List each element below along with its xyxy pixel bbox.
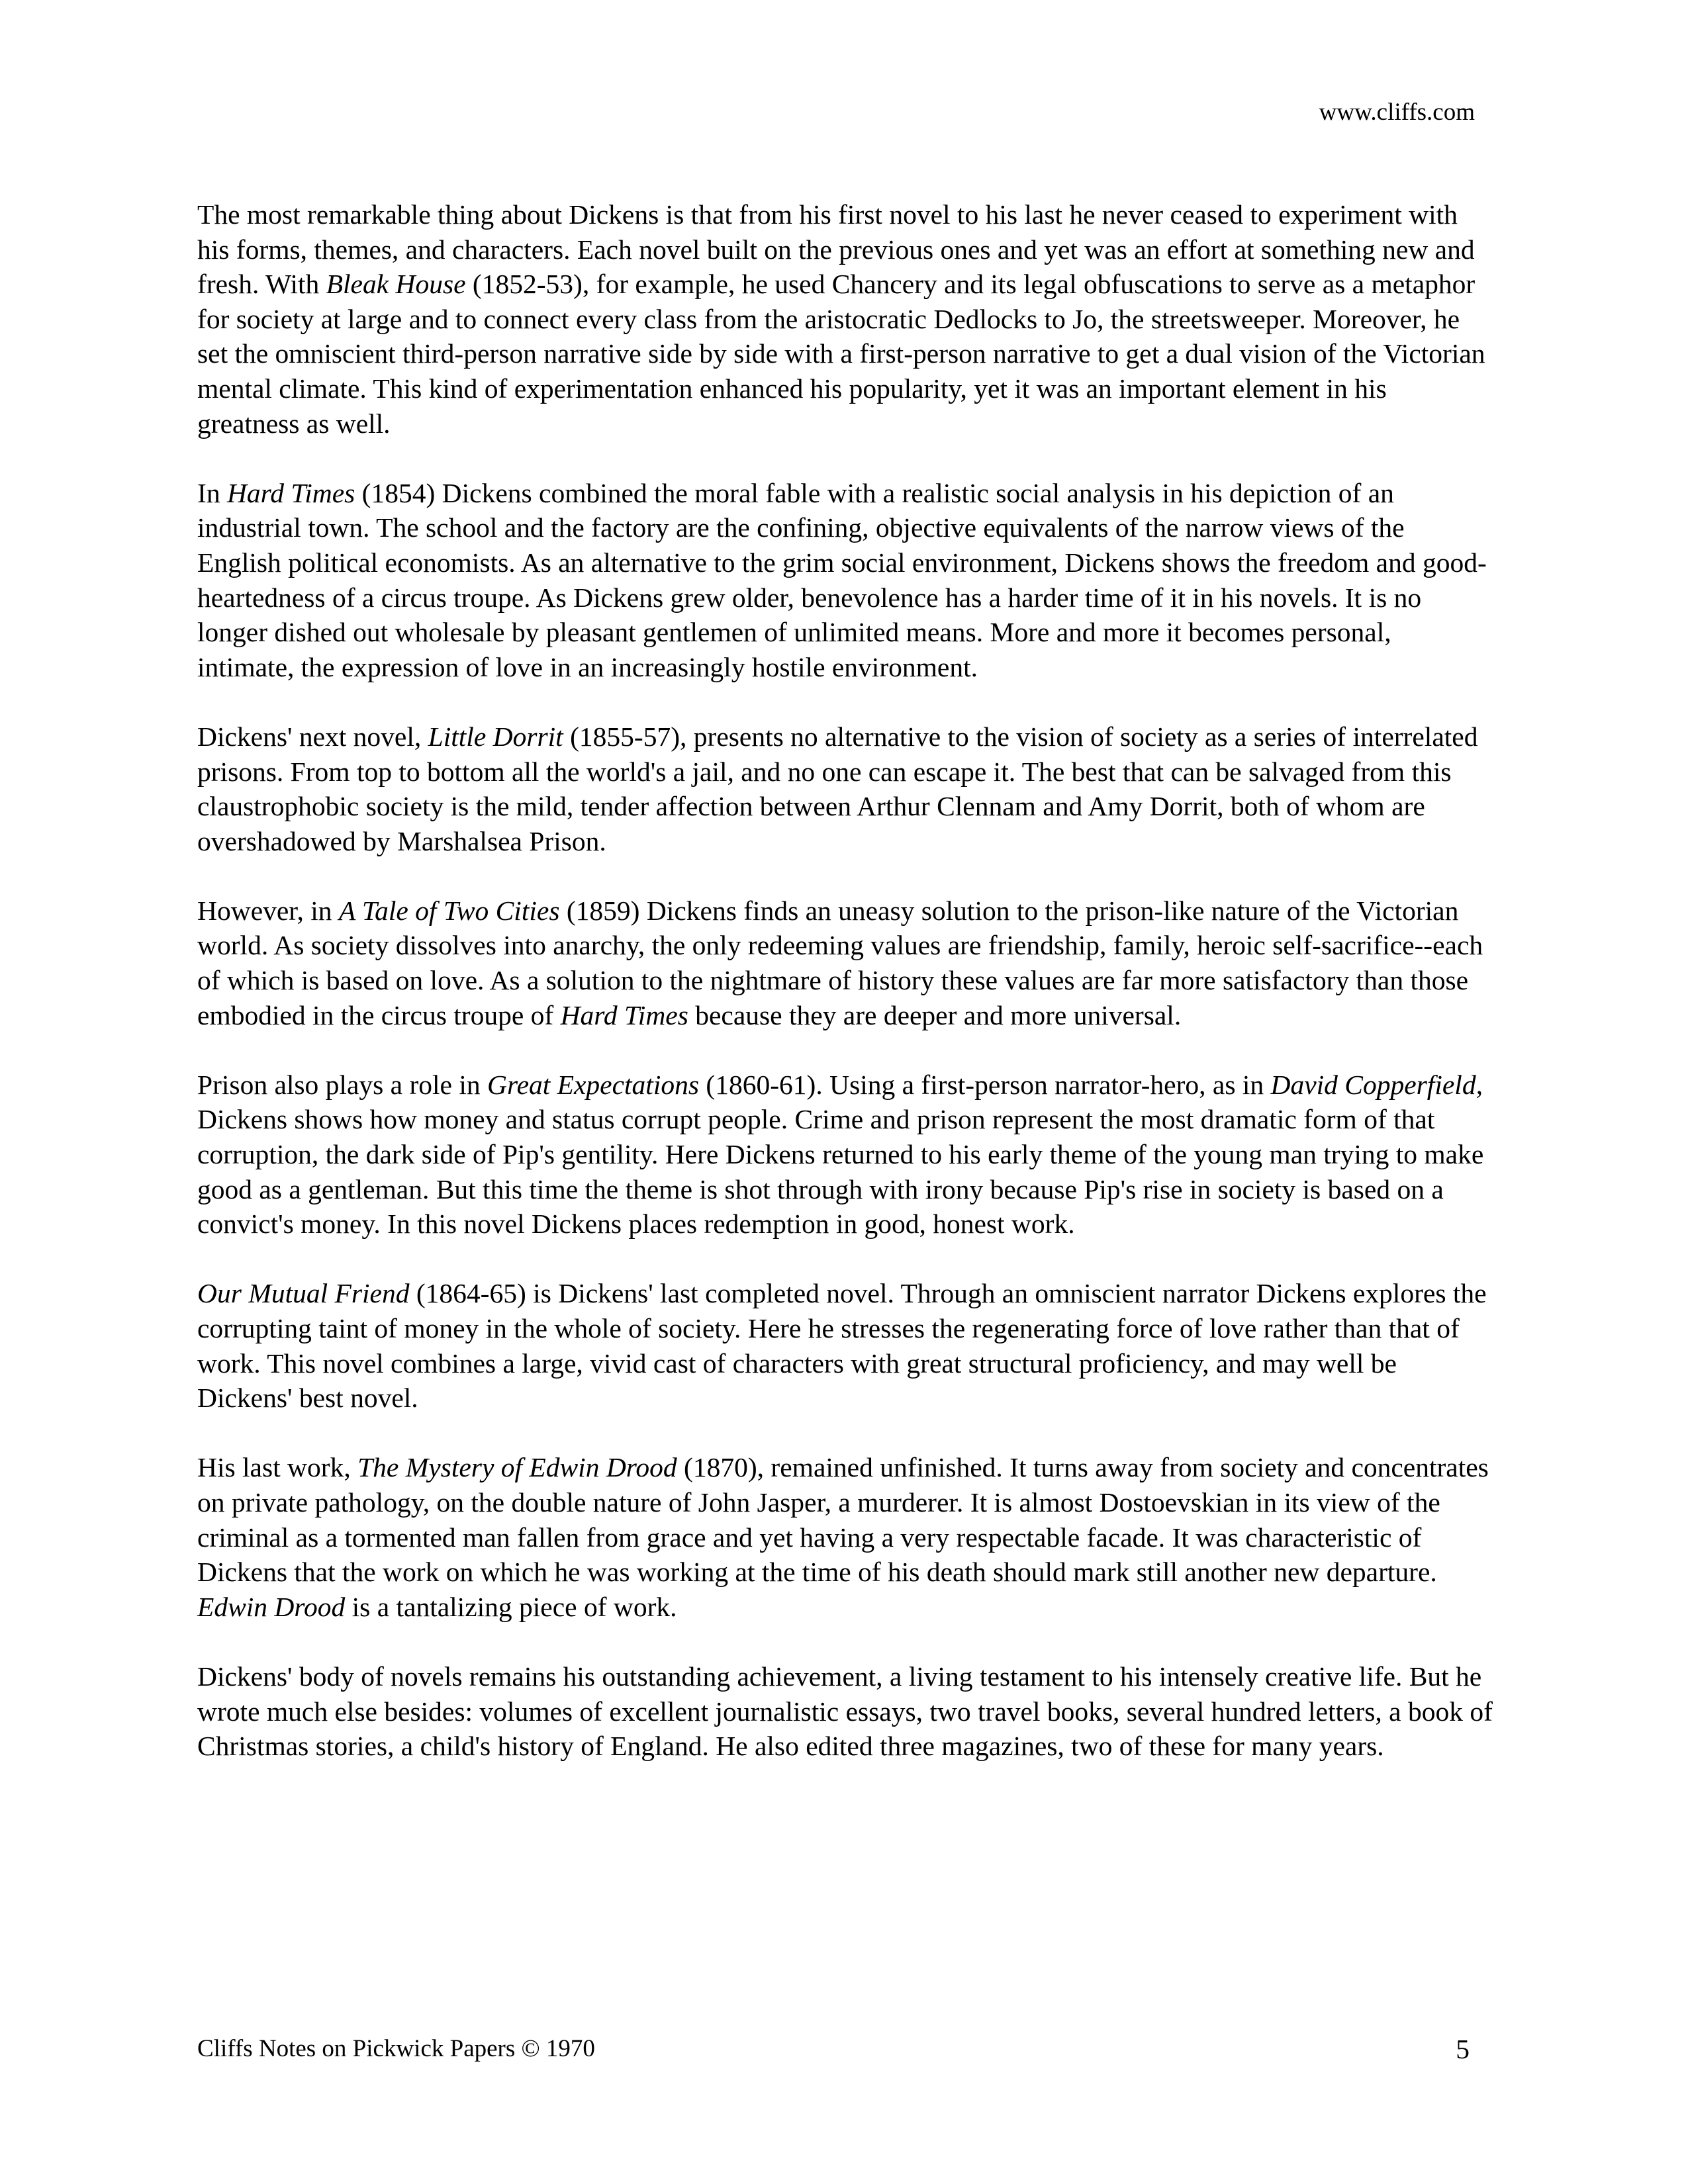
footer-title: Cliffs Notes on Pickwick Papers © 1970 (197, 2035, 595, 2062)
paragraph-text: The most remarkable thing about Dickens is that from his first novel to his last he never ceased to experiment with his forms, themes, and characters. Each novel built on the previous ones and yet was an effort at something new and fresh. With (197, 199, 1475, 300)
paragraph-little-dorrit (197, 719, 1495, 858)
book-title-tale-of-two-cities: A Tale of Two Cities (338, 895, 560, 926)
paragraph-text: (1852-53), for example, he used Chancery and its legal obfuscations to serve as a metaphor for society at large and to connect every class from the aristocratic Dedlocks to Jo, the streetsweeper. Moreover, he set the omniscient third-person narrative side by side with a first-person narrative to get a dual vision of the Victorian mental climate. This kind of experimentation enhanced his popularity, yet it was an important element in his greatness as well. (197, 269, 1485, 439)
header-url: www.cliffs.com (1319, 99, 1475, 126)
paragraph-tale-of-two-cities (197, 893, 1495, 1032)
paragraph-text: Dickens shows how money and status corrupt people. Crime and prison represent the most dramatic form of that corruption, the dark side of Pip's gentility. Here Dickens returned to his early theme of the young man trying to make good as a gentleman. But this time the theme is shot through with irony because Pip's rise in society is based on a convict's money. In this novel Dickens places redemption in good, honest work. (197, 1104, 1484, 1240)
paragraph-text: because they are deeper and more universal. (688, 999, 1182, 1030)
paragraph-text: Dickens' next novel, (197, 721, 428, 752)
paragraph-text: (1864-65) is Dickens' last completed novel. Through an omniscient narrator Dickens explores the corrupting taint of money in the whole of society. Here he stresses the regenerating force of love rather than that of work. This novel combines a large, vivid cast of characters with great structural proficiency, and may well be Dickens' best novel. (197, 1278, 1487, 1414)
book-title-edwin-drood: The Mystery of Edwin Drood (357, 1452, 677, 1483)
page-number: 5 (1456, 2034, 1470, 2064)
paragraph-our-mutual-friend (197, 1276, 1495, 1415)
paragraph-text: In (197, 477, 227, 508)
paragraph-text: His last work, (197, 1452, 358, 1483)
paragraph-text: (1860-61). Using a first-person narrator-hero, as in (699, 1069, 1271, 1100)
book-title-edwin-drood-short: Edwin Drood (197, 1591, 346, 1622)
paragraph-text: (1855-57), presents no alternative to the vision of society as a series of interrelated prisons. From top to bottom all the world's a jail, and no one can escape it. The best that can be salvaged from this claustrophobic society is the mild, tender affection between Arthur Clennam and Amy Dorrit, both of whom are overshadowed by Marshalsea Prison. (197, 721, 1478, 856)
paragraph-body-of-novels (197, 1659, 1495, 1764)
paragraph-hard-times (197, 476, 1495, 685)
book-title-great-expectations: Great Expectations (487, 1069, 700, 1100)
paragraph-edwin-drood (197, 1450, 1495, 1624)
book-title-david-copperfield: David Copperfield, (1270, 1069, 1483, 1100)
paragraph-text: (1859) Dickens finds an uneasy solution to the prison-like nature of the Victorian world. As society dissolves into anarchy, the only redeeming values are friendship, family, heroic self-sacrifice--each of which is based on love. As a solution to the nightmare of history these values are far more satisfactory than those embodied in the circus troupe of (197, 895, 1483, 1030)
paragraph-text: (1870), remained unfinished. It turns away from society and concentrates on private pathology, on the double nature of John Jasper, a murderer. It is almost Dostoevskian in its view of the criminal as a tormented man fallen from grace and yet having a very respectable facade. It was characteristic of Dickens that the work on which he was working at the time of his death should mark still another new departure. (197, 1452, 1489, 1588)
paragraph-great-expectations (197, 1068, 1495, 1242)
paragraph-text: However, in (197, 895, 339, 926)
paragraph-text: (1854) Dickens combined the moral fable with a realistic social analysis in his depiction of an industrial town. The school and the factory are the confining, objective equivalents of the narrow views of the English political economists. As an alternative to the grim social environment, Dickens shows the freedom and good-heartedness of a circus troupe. As Dickens grew older, benevolence has a harder time of it in his novels. It is no longer dished out wholesale by pleasant gentlemen of unlimited means. More and more it becomes personal, intimate, the expression of love in an increasingly hostile environment. (197, 477, 1487, 682)
book-title-our-mutual-friend: Our Mutual Friend (197, 1278, 410, 1309)
paragraph-text: Dickens' body of novels remains his outstanding achievement, a living testament to his intensely creative life. But he wrote much else besides: volumes of excellent journalistic essays, two travel books, several hundred letters, a book of Christmas stories, a child's history of England. He also edited three magazines, two of these for many years. (197, 1661, 1493, 1762)
book-title-little-dorrit: Little Dorrit (428, 721, 563, 752)
document-body (197, 197, 1495, 1798)
paragraph-text: is a tantalizing piece of work. (345, 1591, 677, 1622)
paragraph-text: Prison also plays a role in (197, 1069, 487, 1100)
book-title-hard-times: Hard Times (560, 999, 688, 1030)
book-title-hard-times: Hard Times (226, 477, 355, 508)
book-title-bleak-house: Bleak House (326, 269, 466, 300)
paragraph-bleak-house (197, 197, 1495, 441)
